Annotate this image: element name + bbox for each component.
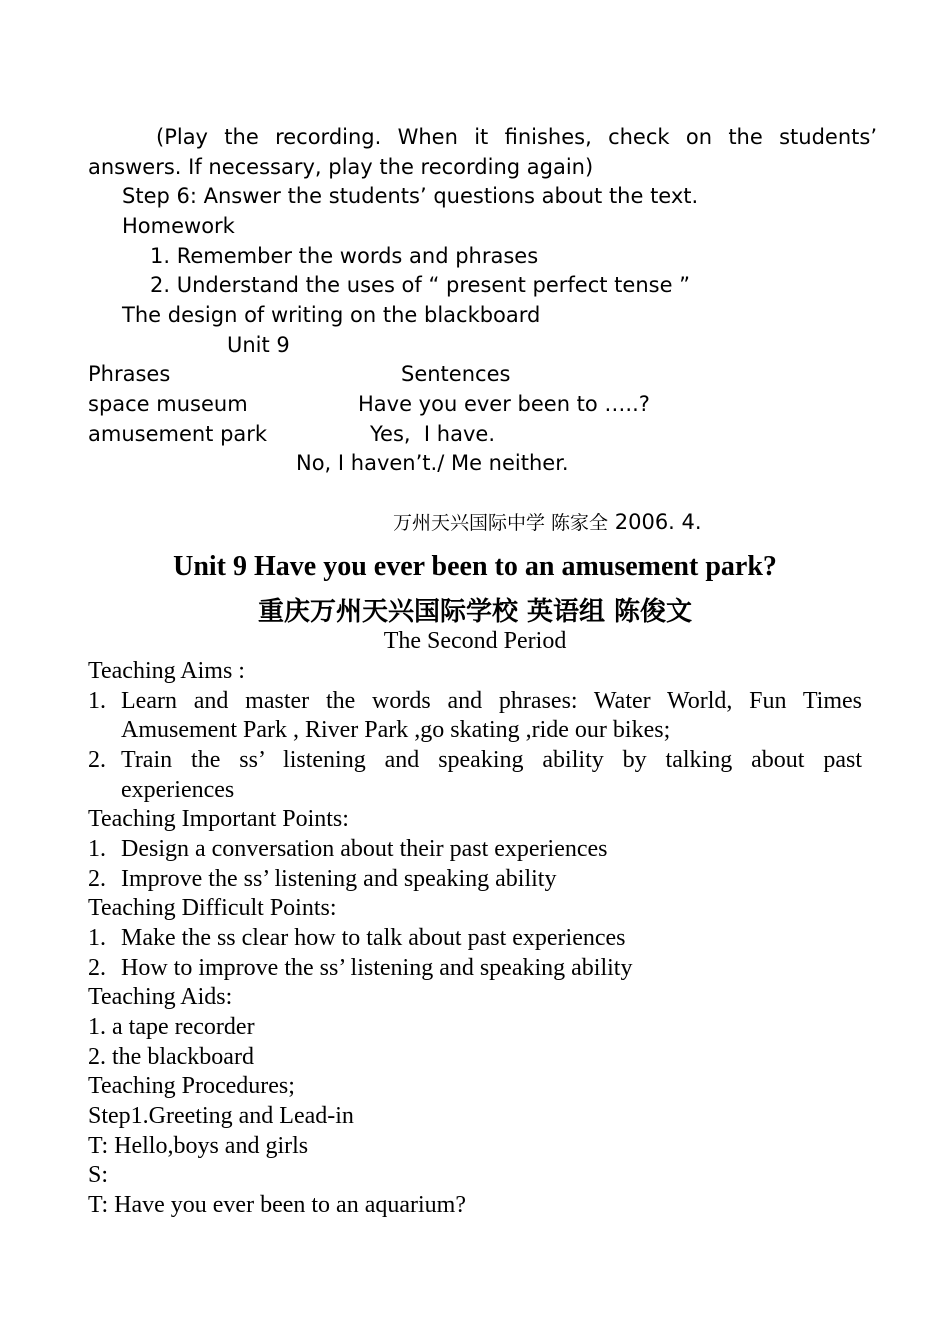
- homework-heading: Homework: [122, 214, 235, 238]
- step1-heading: Step1.Greeting and Lead-in: [88, 1103, 354, 1129]
- list-number: 1.: [88, 836, 106, 862]
- aim-2-line1: Train the ss’ listening and speaking ability by talking about past: [121, 747, 862, 773]
- important-heading: Teaching Important Points:: [88, 806, 349, 832]
- period-subtitle: The Second Period: [383, 628, 567, 654]
- important-1: [88, 834, 608, 864]
- homework-item-1: 1. Remember the words and phrases: [150, 244, 539, 268]
- phrase-row-2: amusement park: [88, 422, 268, 446]
- signature-date: 2006. 4.: [614, 510, 702, 534]
- phrase-row-1: space museum: [88, 392, 248, 416]
- sentence-row-1: Have you ever been to …..?: [358, 392, 650, 416]
- list-text: Make the ss clear how to talk about past experiences: [121, 925, 626, 951]
- blackboard-heading: The design of writing on the blackboard: [122, 303, 541, 327]
- list-text: Design a conversation about their past experiences: [121, 836, 608, 862]
- aim-2-number: 2.: [88, 747, 106, 773]
- difficult-1: [88, 923, 626, 953]
- list-number: 2.: [88, 866, 106, 892]
- sentences-header: Sentences: [401, 362, 511, 386]
- aim-1-line1: Learn and master the words and phrases: Water World, Fun Times: [121, 688, 862, 714]
- step6-line: Step 6: Answer the students’ questions about the text.: [122, 184, 699, 208]
- signature-name: 万州天兴国际中学 陈家全: [393, 512, 609, 534]
- aid-2: 2. the blackboard: [88, 1044, 254, 1070]
- sentence-row-3: No, I haven’t./ Me neither.: [296, 451, 569, 475]
- procedures-heading: Teaching Procedures;: [88, 1073, 295, 1099]
- difficult-2: [88, 953, 632, 983]
- lesson-title: Unit 9 Have you ever been to an amusement park?: [173, 551, 777, 582]
- dialogue-line-3: T: Have you ever been to an aquarium?: [88, 1192, 466, 1218]
- list-number: 1.: [88, 925, 106, 951]
- list-number: 2.: [88, 955, 106, 981]
- aim-1-line2: Amusement Park , River Park ,go skating ,ride our bikes;: [121, 717, 671, 743]
- aim-1-number: 1.: [88, 688, 106, 714]
- list-text: Improve the ss’ listening and speaking ability: [121, 866, 557, 892]
- homework-item-2: 2. Understand the uses of “ present perfect tense ”: [150, 273, 691, 297]
- recording-note-line1: (Play the recording. When it finishes, check on the students’: [156, 125, 877, 149]
- aim-2-line2: experiences: [121, 777, 235, 803]
- blackboard-unit: Unit 9: [227, 333, 290, 357]
- aids-heading: Teaching Aids:: [88, 984, 233, 1010]
- sentence-row-2: Yes, I have.: [370, 422, 495, 446]
- signature: [393, 507, 702, 540]
- recording-note-line2: answers. If necessary, play the recording again): [88, 155, 594, 179]
- dialogue-line-1: T: Hello,boys and girls: [88, 1133, 309, 1159]
- aid-1: 1. a tape recorder: [88, 1014, 255, 1040]
- list-text: How to improve the ss’ listening and speaking ability: [121, 955, 633, 981]
- phrases-header: Phrases: [88, 362, 171, 386]
- difficult-heading: Teaching Difficult Points:: [88, 895, 337, 921]
- aims-heading: Teaching Aims :: [88, 658, 245, 684]
- dialogue-line-2: S:: [88, 1162, 109, 1188]
- important-2: [88, 864, 556, 894]
- school-line: 重庆万州天兴国际学校 英语组 陈俊文: [257, 597, 693, 627]
